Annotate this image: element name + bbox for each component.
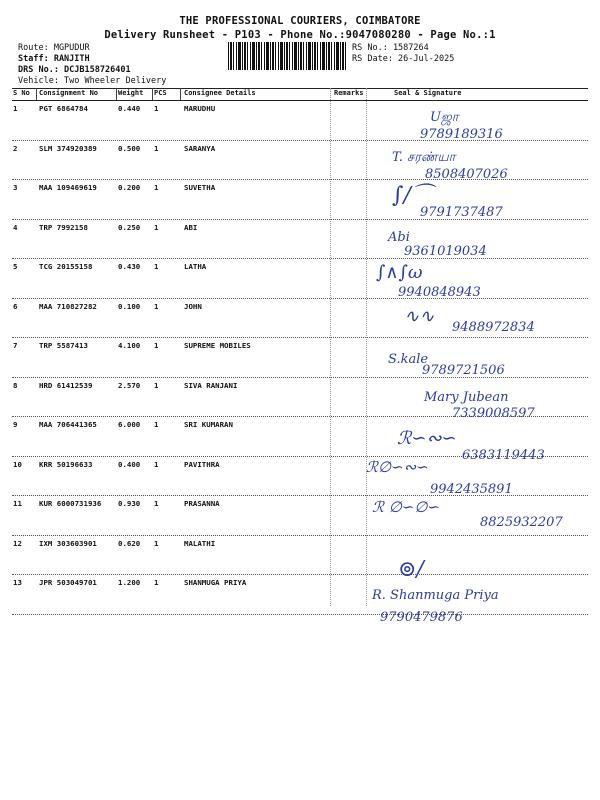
row-pcs: 1	[154, 380, 159, 390]
row-sno: 4	[13, 222, 18, 232]
row-pcs: 1	[154, 420, 159, 429]
row-weight: 4.100	[118, 341, 141, 350]
row-weight: 0.500	[118, 143, 141, 153]
row-sno: 2	[13, 143, 18, 153]
row-consignment-no: TRP 7992158	[39, 222, 88, 232]
row-consignee: SHANMUGA PRIYA	[184, 578, 247, 587]
row-consignee: SRI KUMARAN	[184, 420, 233, 429]
row-divider	[12, 535, 588, 536]
runsheet-subtitle: Delivery Runsheet - P103 - Phone No.:9047080280 - Page No.:1	[104, 29, 496, 41]
row-sno: 8	[13, 380, 18, 390]
signature-phone: 7339008597	[452, 406, 535, 421]
header-pcs: PCS	[154, 89, 167, 97]
row-pcs: 1	[154, 499, 159, 508]
signature-scrawl: ℛ∽∾∽	[397, 428, 457, 449]
row-sno: 3	[13, 183, 18, 192]
row-pcs: 1	[154, 459, 159, 469]
row-consignment-no: JPR 503049701	[39, 578, 97, 587]
header-sno: S No	[13, 89, 30, 97]
row-pcs: 1	[154, 341, 159, 350]
signature-phone: 9789721506	[422, 363, 505, 378]
company-title: THE PROFESSIONAL COURIERS, COIMBATORE	[179, 15, 421, 27]
row-weight: 0.440	[118, 104, 141, 113]
row-consignment-no: KUR 6000731936	[39, 499, 102, 508]
signature-scrawl: ∫∧∫ω	[376, 262, 423, 283]
row-consignee: SUPREME MOBILES	[184, 341, 251, 350]
row-pcs: 1	[154, 222, 159, 232]
row-pcs: 1	[154, 262, 159, 271]
row-sno: 12	[13, 538, 22, 548]
row-sno: 9	[13, 420, 18, 429]
row-consignee: MARUDHU	[184, 104, 216, 113]
row-consignee: JOHN	[184, 301, 202, 311]
row-consignment-no: TRP 5587413	[39, 341, 88, 350]
row-divider	[12, 574, 588, 575]
row-divider	[12, 337, 588, 338]
route-label: Route: MGPUDUR	[18, 43, 90, 53]
vehicle-label: Vehicle: Two Wheeler Delivery	[18, 76, 167, 86]
row-sno: 13	[13, 578, 22, 587]
row-consignee: MALATHI	[184, 538, 216, 548]
header-signature: Seal & Signature	[394, 89, 462, 97]
row-consignment-no: MAA 706441365	[39, 420, 97, 429]
row-consignment-no: KRR 50196633	[39, 459, 93, 469]
signature-phone: 8825932207	[480, 515, 563, 530]
staff-label: Staff: RANJITH	[18, 54, 90, 64]
row-consignee: SUVETHA	[184, 183, 216, 192]
signature-scrawl: ∫∕⌒	[392, 183, 433, 208]
signature-name: Abi	[388, 230, 410, 245]
header-weight: Weight	[118, 89, 144, 97]
row-divider	[12, 614, 588, 615]
row-weight: 2.570	[118, 380, 141, 390]
row-consignee: PRASANNA	[184, 499, 220, 508]
row-consignment-no: HRD 61412539	[39, 380, 93, 390]
signature-scrawl: ⊚∕	[398, 557, 424, 582]
signature-phone: 9942435891	[430, 482, 513, 497]
table-header-rule	[12, 100, 588, 101]
signature-phone: 9361019034	[404, 244, 487, 259]
row-consignee: PAVITHRA	[184, 459, 220, 469]
row-consignee: SARANYA	[184, 143, 216, 153]
signature-phone: 6383119443	[462, 448, 545, 463]
row-pcs: 1	[154, 104, 159, 113]
col-divider	[180, 88, 181, 100]
signature-name: R. Shanmuga Priya	[372, 588, 499, 603]
col-divider	[152, 88, 153, 100]
signature-scrawl: ∿∿	[404, 306, 435, 327]
signature-phone: 9488972834	[452, 320, 535, 335]
header-consignee: Consignee Details	[184, 89, 256, 97]
row-sno: 1	[13, 104, 18, 113]
row-weight: 0.430	[118, 262, 141, 271]
row-sno: 7	[13, 341, 18, 350]
row-sno: 10	[13, 459, 22, 469]
row-consignment-no: MAA 710827282	[39, 301, 97, 311]
row-consignment-no: IXM 303603901	[39, 538, 97, 548]
row-weight: 0.400	[118, 459, 141, 469]
signature-name: S.kale	[388, 352, 429, 367]
rs-number: RS No.: 1587264	[352, 43, 429, 53]
signature-phone: 9791737487	[420, 205, 503, 220]
row-weight: 6.000	[118, 420, 141, 429]
row-pcs: 1	[154, 538, 159, 548]
row-consignment-no: SLM 374920389	[39, 143, 97, 153]
header-consignment: Consignment No	[39, 89, 99, 97]
row-consignment-no: MAA 109469619	[39, 183, 97, 192]
signature-name: Mary Jubean	[424, 390, 509, 405]
rs-date: RS Date: 26-Jul-2025	[352, 54, 455, 64]
signature-phone: 9790479876	[380, 610, 463, 625]
signature-scrawl: ℛ ∅∽∅∽	[372, 498, 441, 516]
row-weight: 0.250	[118, 222, 141, 232]
signature-scrawl: ℛ∅∽∾∽	[366, 458, 429, 476]
row-sno: 11	[13, 499, 22, 508]
row-divider	[12, 258, 588, 259]
col-divider	[36, 88, 37, 100]
col-divider	[116, 88, 117, 100]
drs-number: DRS No.: DCJB158726401	[18, 65, 131, 75]
row-pcs: 1	[154, 143, 159, 153]
col-divider-remarks	[330, 88, 331, 606]
row-pcs: 1	[154, 578, 159, 587]
row-weight: 0.200	[118, 183, 141, 192]
row-consignee: ABI	[184, 222, 198, 232]
row-consignment-no: PGT 6864784	[39, 104, 88, 113]
col-divider-signature	[366, 88, 367, 606]
signature-phone: 8508407026	[425, 167, 508, 182]
row-consignee: SIVA RANJANI	[184, 380, 238, 390]
signature-phone: 9940848943	[398, 285, 481, 300]
row-pcs: 1	[154, 183, 159, 192]
row-sno: 6	[13, 301, 18, 311]
row-weight: 0.930	[118, 499, 141, 508]
header-remarks: Remarks	[334, 89, 364, 97]
row-pcs: 1	[154, 301, 159, 311]
signature-name: T. சரண்யா	[392, 150, 456, 165]
row-weight: 1.200	[118, 578, 141, 587]
row-sno: 5	[13, 262, 18, 271]
table-top-rule	[12, 88, 588, 89]
barcode-graphic	[228, 42, 346, 70]
row-consignee: LATHA	[184, 262, 207, 271]
row-divider	[12, 298, 588, 299]
signature-name: Uஜா	[430, 110, 459, 125]
row-consignment-no: TCG 20155158	[39, 262, 93, 271]
row-weight: 0.620	[118, 538, 141, 548]
row-weight: 0.100	[118, 301, 141, 311]
signature-phone: 9789189316	[420, 127, 503, 142]
